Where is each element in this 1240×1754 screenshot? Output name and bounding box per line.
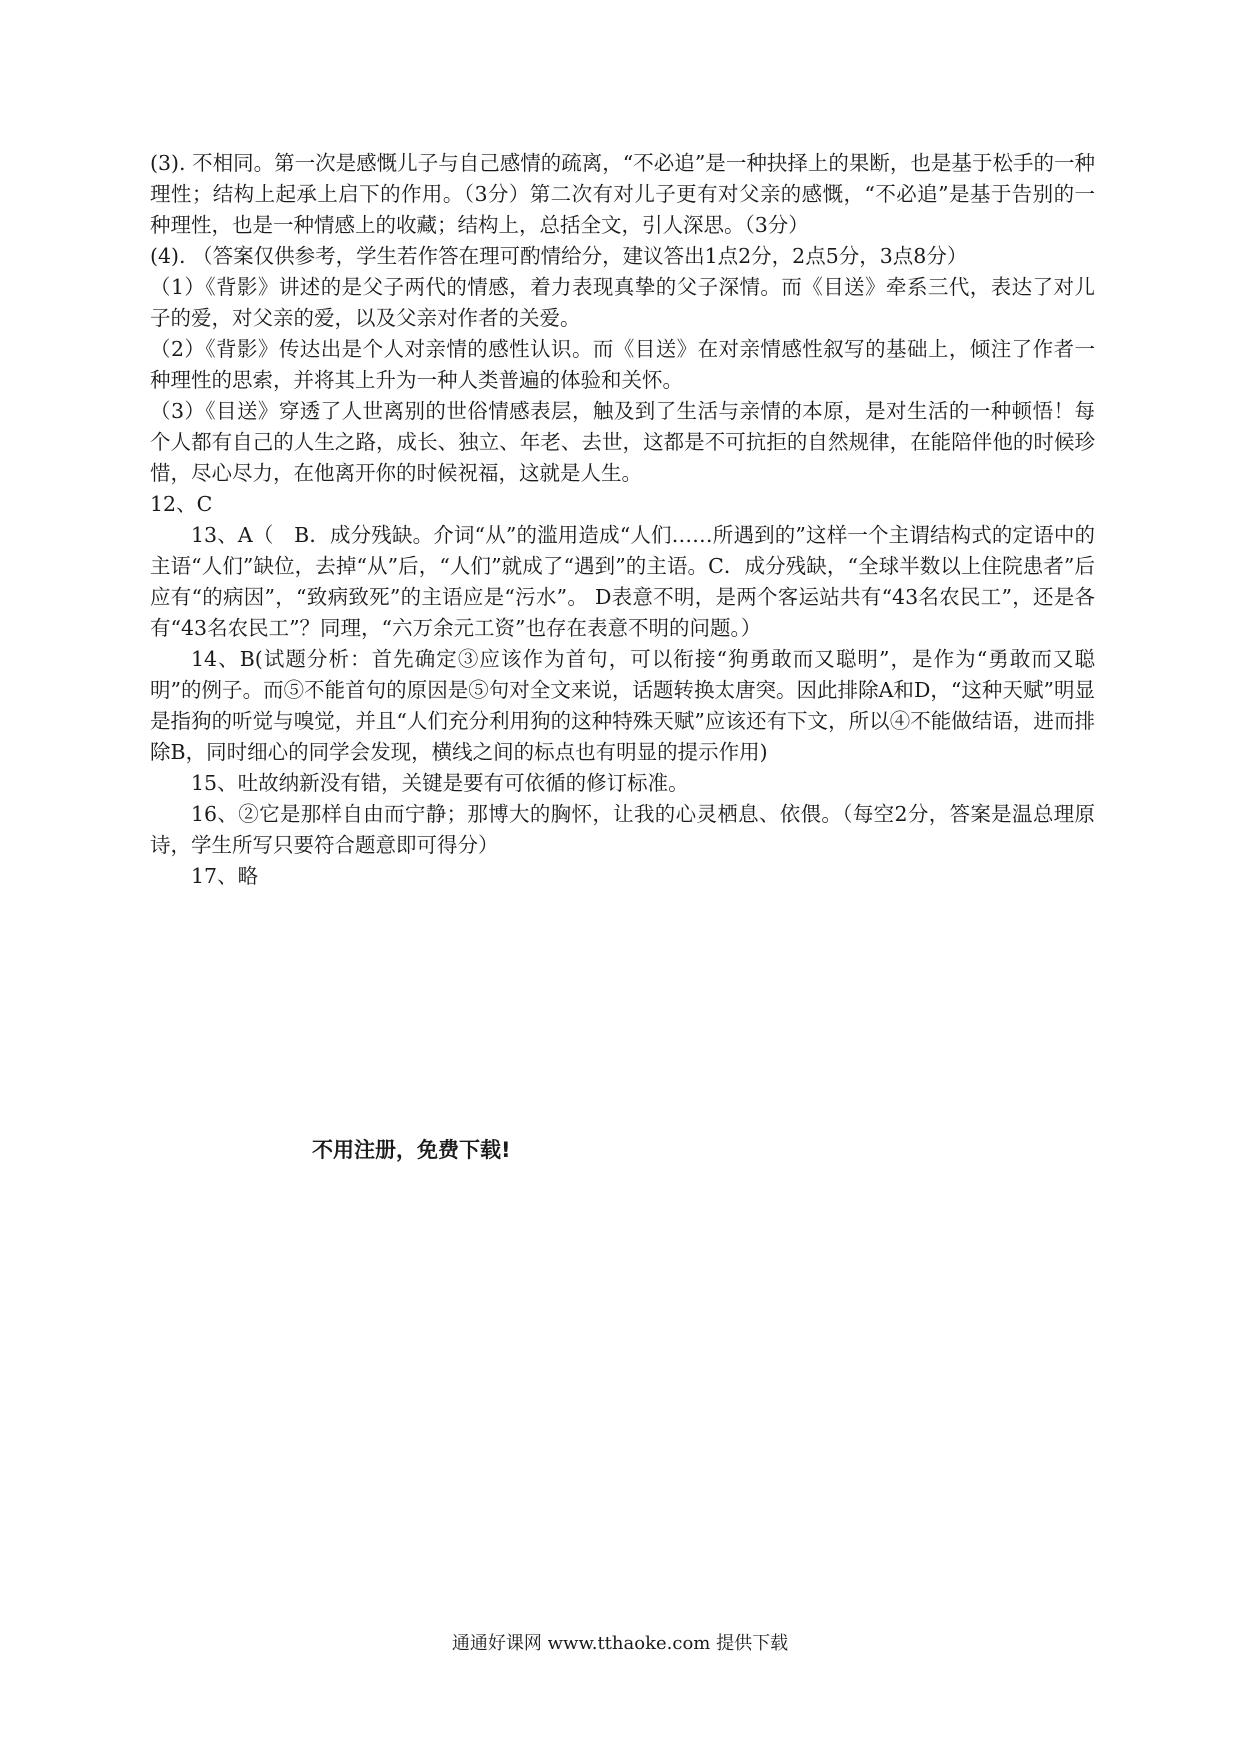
free-download-notice: 不用注册，免费下载! bbox=[312, 1138, 511, 1162]
answer-4-point-3: （3）《目送》穿透了人世离别的世俗情感表层，触及到了生活与亲情的本原，是对生活的一种顿悟！每个人都有自己的人生之路，成长、独立、年老、去世，这都是不可抗拒的自然规律，在能陪伴他的时候珍惜，尽心尽力，在他离开你的时候祝福，这就是人生。 bbox=[150, 399, 1095, 485]
answer-4-point-1: （1）《背影》讲述的是父子两代的情感，着力表现真挚的父子深情。而《目送》牵系三代，表达了对儿子的爱，对父亲的爱，以及父亲对作者的关爱。 bbox=[150, 275, 1095, 330]
answer-3: (3). 不相同。第一次是感慨儿子与自己感情的疏离，“不必追”是一种抉择上的果断，也是基于松手的一种理性；结构上起承上启下的作用。（3分）第二次有对儿子更有对父亲的感慨，“不必追”是基于告别的一种理性，也是一种情感上的收藏；结构上，总括全文，引人深思。（3分） bbox=[150, 151, 1095, 237]
page-footer: 通通好课网 www.tthaoke.com 提供下载 bbox=[451, 1633, 789, 1654]
answer-4-point-2: （2）《背影》传达出是个人对亲情的感性认识。而《目送》在对亲情感性叙写的基础上，倾注了作者一种理性的思索，并将其上升为一种人类普遍的体验和关怀。 bbox=[150, 337, 1095, 392]
answer-16: 16、②它是那样自由而宁静；那博大的胸怀，让我的心灵栖息、依偎。（每空2分，答案是温总理原诗，学生所写只要符合题意即可得分） bbox=[150, 802, 1095, 857]
answer-content bbox=[150, 148, 1095, 892]
answer-14: 14、B(试题分析：首先确定③应该作为首句，可以衔接“狗勇敢而又聪明”，是作为“勇敢而又聪明”的例子。而⑤不能首句的原因是⑤句对全文来说，话题转换太唐突。因此排除A和D，“这种天赋”明显是指狗的听觉与嗅觉，并且“人们充分利用狗的这种特殊天赋”应该还有下文，所以④不能做结语，进而排除B，同时细心的同学会发现，横线之间的标点也有明显的提示作用) bbox=[150, 647, 1095, 764]
answer-13: 13、A（ B．成分残缺。介词“从”的滥用造成“人们……所遇到的”这样一个主谓结构式的定语中的主语“人们”缺位，去掉“从”后，“人们”就成了“遇到”的主语。C．成分残缺，“全球半数以上住院患者”后应有“的病因”，“致病致死”的主语应是“污水”。 D表意不明，是两个客运站共有“43名农民工”，还是各有“43名农民工”？同理，“六万余元工资”也存在表意不明的问题。） bbox=[150, 523, 1095, 640]
answer-17: 17、略 bbox=[191, 864, 259, 888]
answer-15: 15、吐故纳新没有错，关键是要有可依循的修订标准。 bbox=[191, 771, 689, 795]
answer-12: 12、C bbox=[150, 492, 213, 516]
answer-4-intro: (4). （答案仅供参考，学生若作答在理可酌情给分，建议答出1点2分，2点5分，3点8分） bbox=[150, 244, 968, 268]
